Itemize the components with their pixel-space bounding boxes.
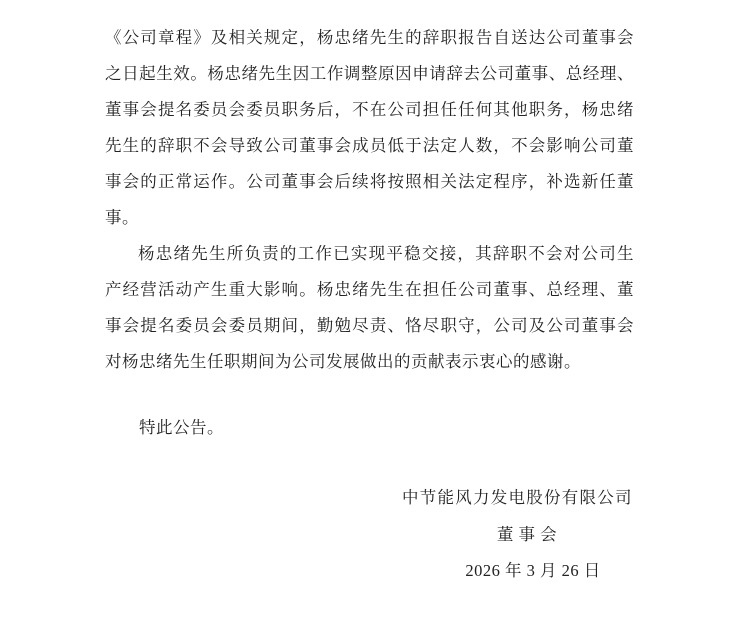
- announcement-date: 2026 年 3 月 26 日: [465, 561, 601, 580]
- announcement-body: [105, 20, 634, 380]
- body-line: 对杨忠绪先生任职期间为公司发展做出的贡献表示衷心的感谢。: [105, 352, 581, 371]
- signature-block: [402, 480, 632, 590]
- body-line: 事。: [105, 208, 139, 227]
- body-line: 事会提名委员会委员期间，勤勉尽责、恪尽职守，公司及公司董事会: [105, 316, 634, 335]
- body-line: 之日起生效。杨忠绪先生因工作调整原因申请辞去公司董事、总经理、: [105, 64, 634, 83]
- closing-line: 特此公告。: [139, 418, 224, 437]
- body-line: 杨忠绪先生所负责的工作已实现平稳交接，其辞职不会对公司生: [138, 244, 634, 263]
- body-line: 事会的正常运作。公司董事会后续将按照相关法定程序，补选新任董: [105, 172, 634, 191]
- body-line: 董事会提名委员会委员职务后，不在公司担任任何其他职务，杨忠绪: [105, 100, 634, 119]
- body-line: 《公司章程》及相关规定，杨忠绪先生的辞职报告自送达公司董事会: [105, 28, 634, 47]
- board-of-directors-line: 董 事 会: [496, 524, 558, 544]
- body-line: 先生的辞职不会导致公司董事会成员低于法定人数，不会影响公司董: [105, 136, 634, 155]
- body-line: 产经营活动产生重大影响。杨忠绪先生在担任公司董事、总经理、董: [105, 280, 634, 299]
- company-name: 中节能风力发电股份有限公司: [402, 488, 632, 507]
